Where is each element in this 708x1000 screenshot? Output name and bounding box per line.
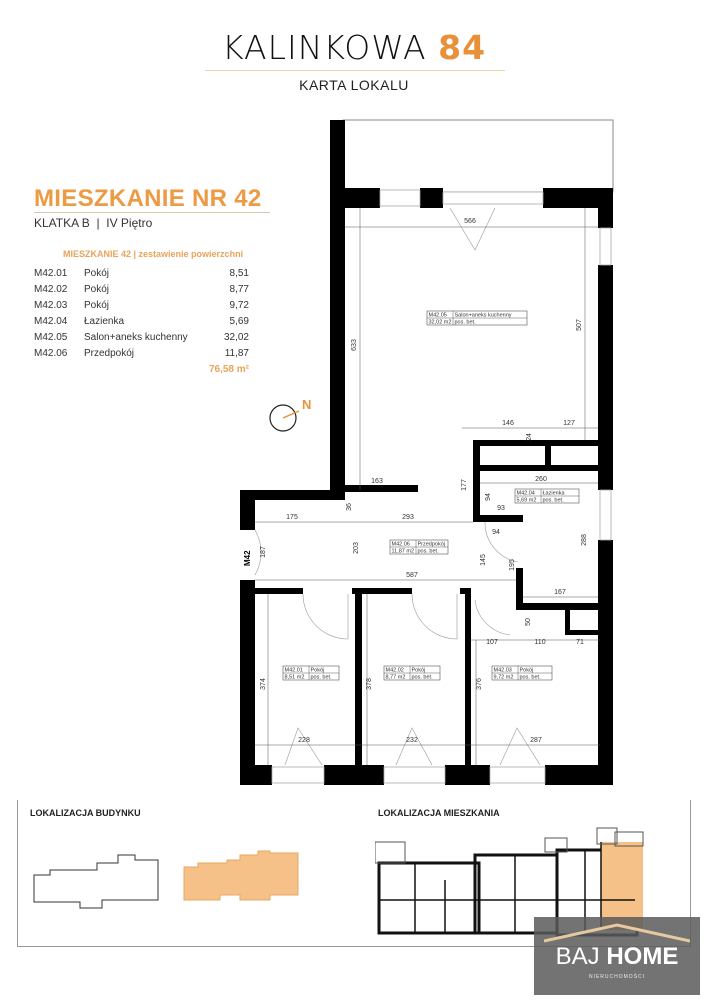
room-code: M42.02 [34,284,68,295]
dimension-label: 187 [260,546,267,558]
room-label-area: 32,02 m2 [428,319,452,326]
room-label-code: M42.03 [493,667,512,674]
room-label [515,489,579,504]
dimension-label: 71 [576,639,584,646]
room-label-floor: pos. bet. [417,548,439,555]
apartment-location-heading: LOKALIZACJA MIESZKANIA [378,808,500,818]
dimension-label: 507 [576,319,583,331]
room-label-floor: pos. bet. [411,674,433,681]
room-label-floor: pos. bet. [310,674,332,681]
room-area: 8,51 [229,268,249,279]
room-area: 11,87 [224,348,249,359]
room-label-floor: pos. bet. [542,497,564,504]
dimension-label: 167 [554,589,566,596]
title-number: 84 [438,28,487,67]
dimension-label: 177 [461,479,468,491]
dimension-label: 110 [534,639,546,646]
apartment-title: MIESZKANIE NR 42 [34,185,262,212]
dimension-label: 94 [485,493,492,501]
room-code: M42.04 [34,316,68,327]
dimension-label: 287 [530,737,542,744]
dimension-label: 587 [406,572,418,579]
room-area: 32,02 [223,332,249,343]
dimension-label: 566 [464,218,476,225]
room-label-area: 9,72 m2 [493,674,514,681]
area-total: 76,58 m² [208,364,249,375]
room-area: 8,77 [229,284,249,295]
building-location-map [30,845,310,920]
building-outline [34,855,158,908]
dimension-label: 260 [535,476,547,483]
dimension-label: 94 [492,529,500,536]
room-label [283,666,339,681]
room-code: M42.05 [34,332,68,343]
dimension-label: 288 [581,534,588,546]
dimension-label: 633 [351,339,358,351]
dimension-lines [255,208,600,765]
dimension-label: 36 [346,503,353,511]
room-code: M42.03 [34,300,68,311]
logo-text-light: BAJ [555,943,600,970]
dimension-label: 293 [402,514,414,521]
room-label-area: 8,51 m2 [284,674,305,681]
apartment-subtitle: KLATKA B | IV Piętro [34,216,153,230]
roof-icon [544,923,690,943]
dimension-label: 374 [260,678,267,690]
dimension-label: 50 [525,618,532,626]
dimension-label: 145 [480,554,487,566]
dimension-label: 378 [366,678,373,690]
walls [240,120,613,785]
room-label-code: M42.06 [391,541,410,548]
north-label: N [302,397,312,412]
room-area: 5,69 [229,316,249,327]
room-label-code: M42.05 [428,312,447,319]
dimension-label: 24 [526,433,533,441]
room-code: M42.06 [34,348,68,359]
room-label [384,666,440,681]
building-highlight [184,851,298,900]
dimension-label: 195 [509,559,516,571]
room-label-area: 5,69 m2 [516,497,537,504]
dimension-label: 146 [502,420,514,427]
dimension-label: 228 [298,737,310,744]
agency-logo [534,917,700,995]
room-label [492,666,552,681]
room-name: Pokój [84,268,110,279]
room-label-name: Pokój [310,667,325,674]
room-name: Przedpokój [84,348,135,359]
dimension-label: 127 [563,420,575,427]
room-label-name: Przedpokój [417,541,446,548]
area-table-heading: MIESZKANIE 42 | zestawienie powierzchni [63,249,244,259]
room-label-code: M42.02 [385,667,404,674]
dimension-label: 376 [476,678,483,690]
windows [272,190,611,783]
entrance-label: M42 [243,550,252,566]
room-name: Pokój [84,284,110,295]
dimension-label: 93 [497,505,505,512]
dimension-label: 232 [406,737,418,744]
room-label-code: M42.04 [516,490,535,497]
room-label-name: Łazienka [542,490,565,497]
title-main: KALINKOWA [221,28,427,67]
dimension-label: 163 [371,478,383,485]
logo-tagline: NIERUCHOMOŚCI [588,974,646,980]
room-label-floor: pos. bet. [454,319,476,326]
room-label-code: M42.01 [284,667,303,674]
dimension-label: 175 [286,514,298,521]
room-name: Pokój [84,300,110,311]
room-label-name: Pokój [519,667,534,674]
room-label [427,311,527,326]
dimension-labels [260,218,588,744]
room-label-name: Salon+aneks kuchenny [454,312,512,319]
dimension-label: 107 [486,639,498,646]
building-location-heading: LOKALIZACJA BUDYNKU [30,808,141,818]
subtitle: KARTA LOKALU [299,77,409,93]
room-name: Salon+aneks kuchenny [84,332,188,343]
room-area: 9,72 [229,300,249,311]
room-label [390,540,448,555]
room-label-area: 8,77 m2 [385,674,406,681]
room-label-area: 11,87 m2 [391,548,415,555]
room-label-name: Pokój [411,667,426,674]
logo-text-bold: HOME [606,943,679,970]
room-label-floor: pos. bet. [519,674,541,681]
room-name: Łazienka [84,316,125,327]
dimension-label: 203 [353,542,360,554]
room-code: M42.01 [34,268,68,279]
